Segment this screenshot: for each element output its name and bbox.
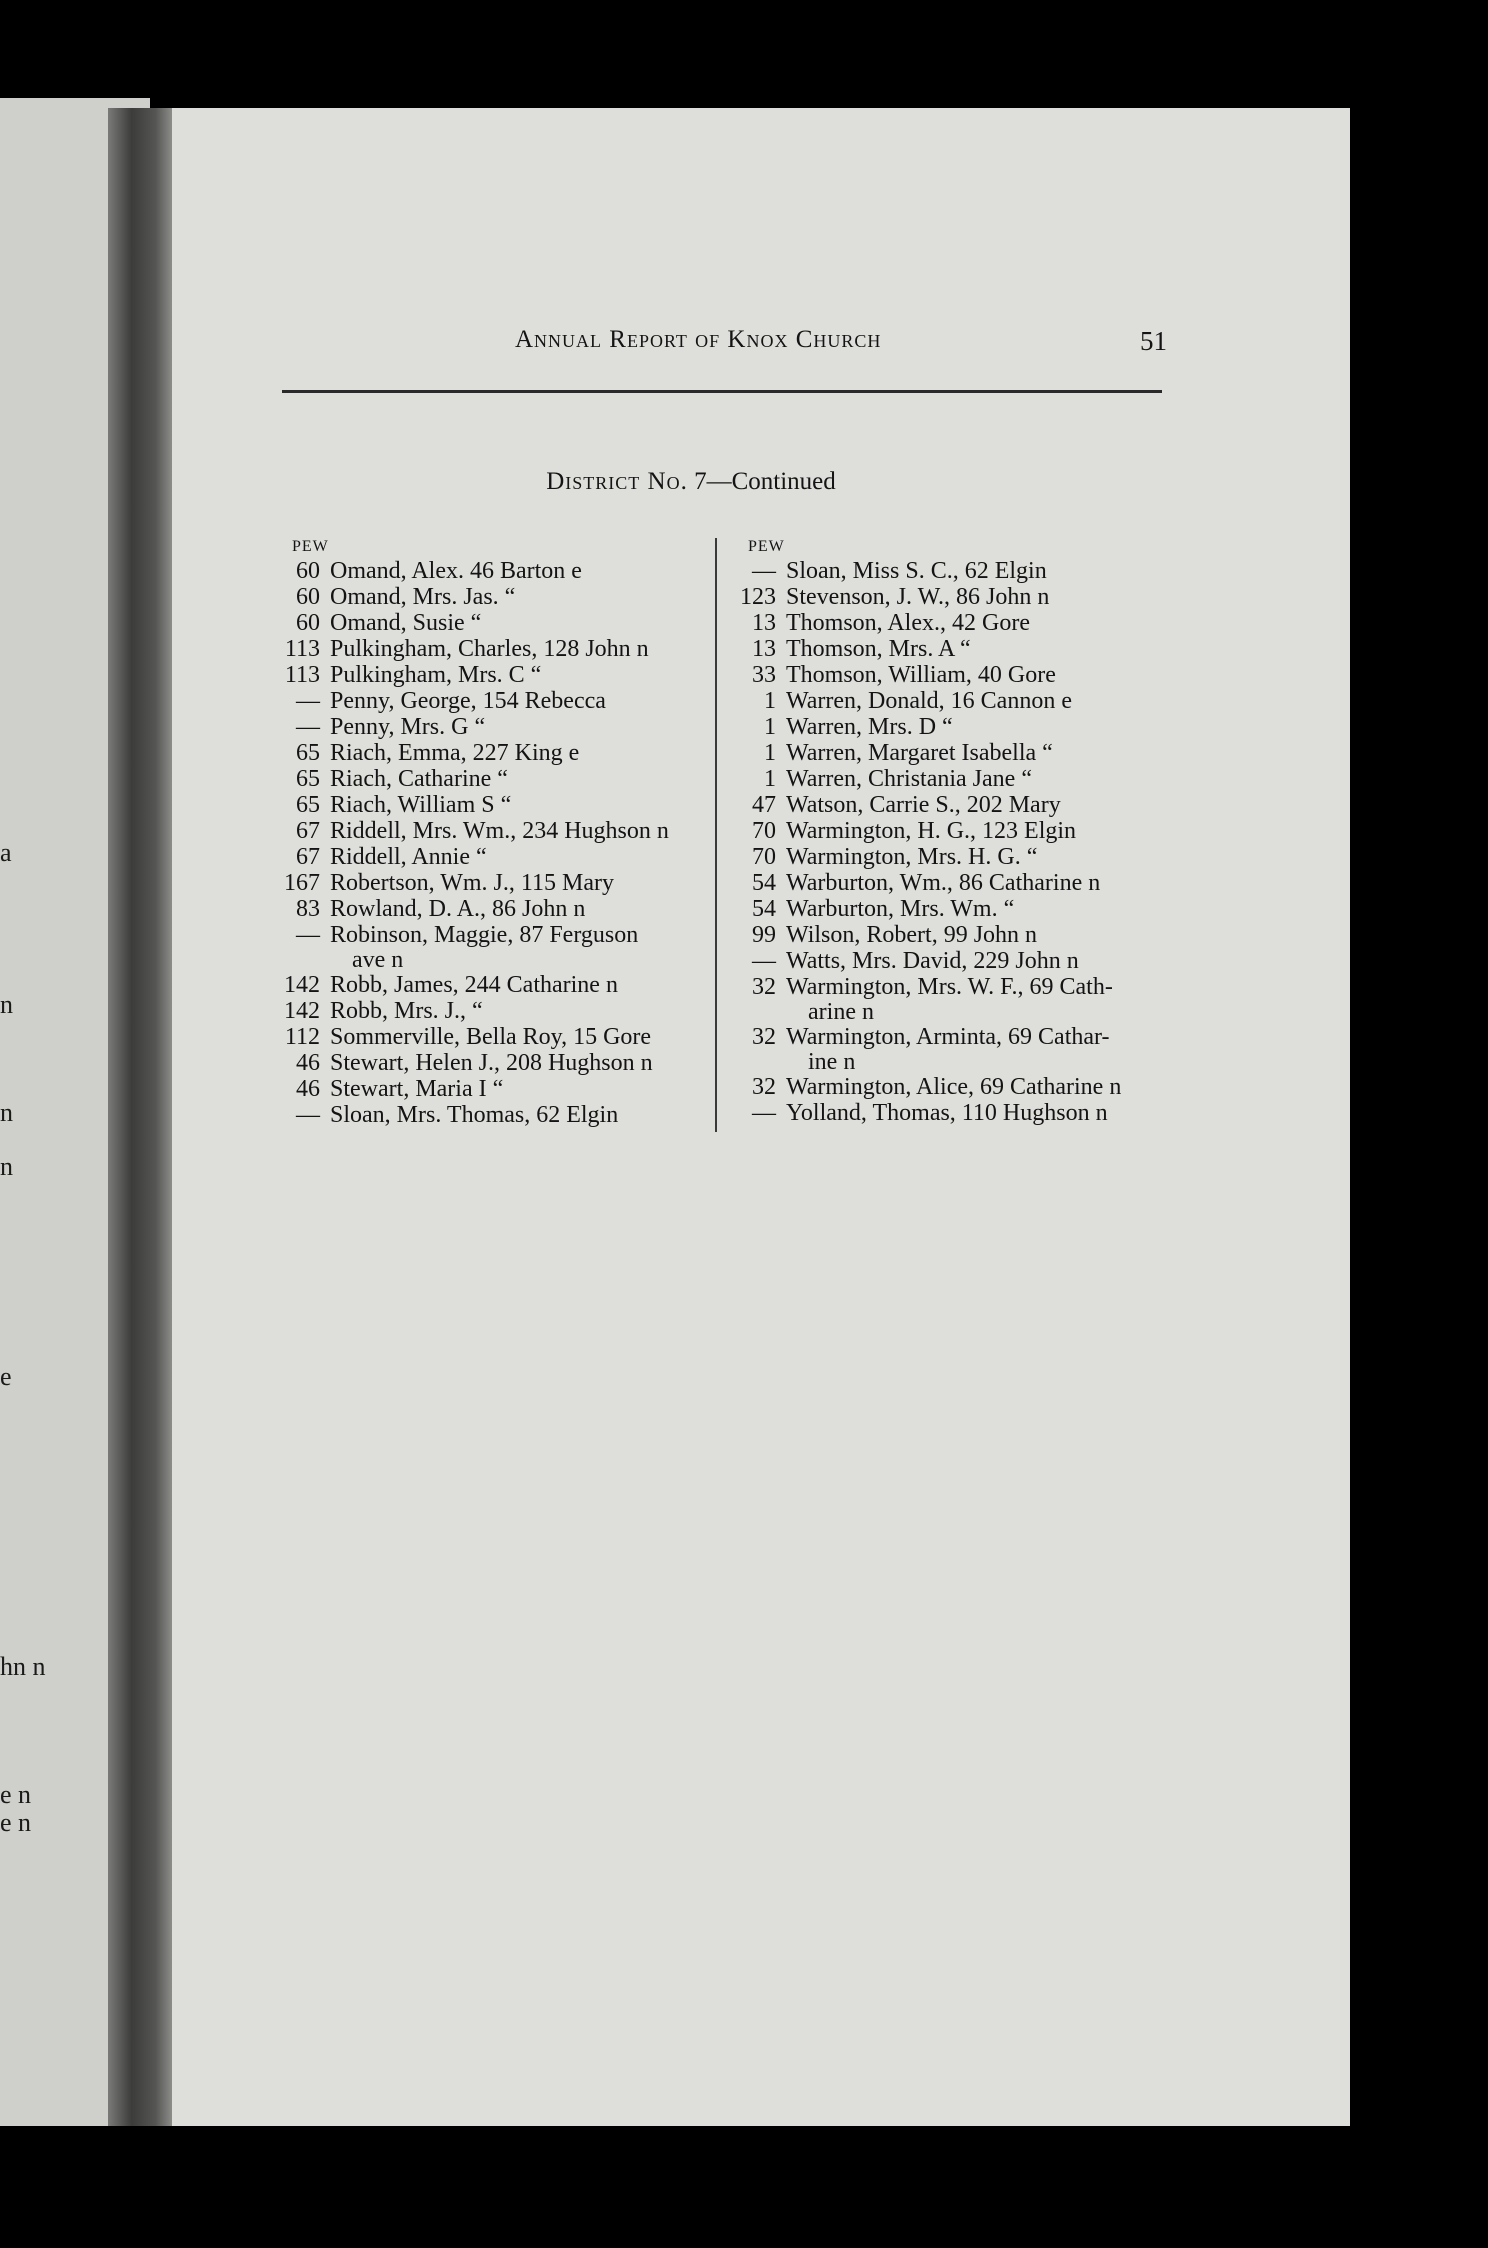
member-name-address: Riddell, Annie “ [330, 844, 487, 870]
member-entry [272, 740, 712, 766]
facing-page-fragment: hn n [0, 1652, 46, 1681]
member-name-address: Robinson, Maggie, 87 Ferguson [330, 922, 639, 948]
member-name-address: Thomson, Alex., 42 Gore [786, 610, 1030, 636]
member-name-address: Sommerville, Bella Roy, 15 Gore [330, 1024, 652, 1050]
member-name-address: Riach, Emma, 227 King e [330, 740, 580, 766]
pew-number: 65 [296, 740, 320, 766]
pew-number: 67 [296, 818, 320, 844]
member-name-address: Stevenson, J. W., 86 John n [786, 584, 1050, 610]
member-entry [728, 1024, 1168, 1050]
right-entry-list [728, 558, 1168, 1126]
member-name-address: Warburton, Mrs. Wm. “ [786, 896, 1015, 922]
section-suffix: —Continued [706, 468, 836, 495]
pew-number: 70 [752, 818, 776, 844]
pew-number: 54 [752, 896, 776, 922]
member-entry [272, 870, 712, 896]
pew-number: 1 [764, 766, 776, 792]
section-label: District No. [546, 468, 688, 495]
member-name-address: Warren, Margaret Isabella “ [786, 740, 1053, 766]
member-name-address: Riach, Catharine “ [330, 766, 508, 792]
pew-number: 65 [296, 792, 320, 818]
member-name-address: Warmington, Mrs. H. G. “ [786, 844, 1038, 870]
member-entry [272, 896, 712, 922]
facing-page-fragment: a [0, 838, 12, 867]
member-entry [272, 844, 712, 870]
member-entry [728, 1000, 1168, 1024]
member-entry [272, 610, 712, 636]
member-name-address: Penny, Mrs. G “ [330, 714, 486, 740]
member-entry [272, 1102, 712, 1128]
member-entry [272, 558, 712, 584]
facing-page-fragment: n [0, 990, 13, 1019]
member-name-address: Rowland, D. A., 86 John n [330, 896, 586, 922]
column-divider [715, 538, 717, 1132]
member-entry [728, 662, 1168, 688]
member-entry [728, 740, 1168, 766]
member-entry [728, 896, 1168, 922]
pew-number: 142 [284, 998, 320, 1024]
facing-page-fragment: e n [0, 1780, 32, 1809]
pew-number: — [752, 558, 776, 584]
member-name-address: Stewart, Maria I “ [330, 1076, 504, 1102]
member-name-address: arine n [808, 999, 874, 1025]
member-entry [728, 610, 1168, 636]
member-name-address: Warmington, Arminta, 69 Cathar- [786, 1024, 1110, 1050]
pew-number: 167 [284, 870, 320, 896]
member-entry [272, 998, 712, 1024]
page [172, 108, 1350, 2126]
member-entry [272, 766, 712, 792]
pew-number: 46 [296, 1076, 320, 1102]
member-entry [728, 584, 1168, 610]
pew-number: 60 [296, 584, 320, 610]
member-name-address: Thomson, William, 40 Gore [786, 662, 1056, 688]
pew-number: 113 [284, 636, 320, 662]
pew-number: 113 [284, 662, 320, 688]
member-entry [728, 766, 1168, 792]
member-entry [272, 1076, 712, 1102]
member-name-address: Warren, Christania Jane “ [786, 766, 1032, 792]
member-entry [272, 714, 712, 740]
member-entry [272, 584, 712, 610]
member-name-address: Riddell, Mrs. Wm., 234 Hughson n [330, 818, 669, 844]
facing-page-fragment: n [0, 1098, 13, 1127]
member-name-address: Stewart, Helen J., 208 Hughson n [330, 1050, 653, 1076]
pew-number: 112 [284, 1024, 320, 1050]
left-entry-list [272, 558, 712, 1128]
member-name-address: Riach, William S “ [330, 792, 512, 818]
member-entry [272, 688, 712, 714]
running-head-title: Annual Report of Knox Church [515, 326, 882, 353]
member-name-address: Wilson, Robert, 99 John n [786, 922, 1038, 948]
member-name-address: Sloan, Miss S. C., 62 Elgin [786, 558, 1047, 584]
member-name-address: Robb, James, 244 Catharine n [330, 972, 618, 998]
member-name-address: Warmington, Alice, 69 Catharine n [786, 1074, 1122, 1100]
member-entry [728, 844, 1168, 870]
pew-number: 70 [752, 844, 776, 870]
member-name-address: ave n [352, 947, 404, 973]
right-column-header: PEW [748, 538, 785, 555]
member-name-address: Yolland, Thomas, 110 Hughson n [786, 1100, 1108, 1126]
member-name-address: Watts, Mrs. David, 229 John n [786, 948, 1079, 974]
pew-number: — [752, 948, 776, 974]
pew-number: 1 [764, 714, 776, 740]
member-name-address: Watson, Carrie S., 202 Mary [786, 792, 1061, 818]
pew-number: 1 [764, 688, 776, 714]
member-entry [728, 714, 1168, 740]
member-entry [272, 948, 712, 972]
member-name-address: Omand, Mrs. Jas. “ [330, 584, 516, 610]
pew-number: 46 [296, 1050, 320, 1076]
facing-page-fragment: e [0, 1362, 12, 1391]
member-entry [728, 688, 1168, 714]
pew-number: 67 [296, 844, 320, 870]
pew-number: 13 [752, 610, 776, 636]
pew-number: 54 [752, 870, 776, 896]
pew-number: 123 [740, 584, 776, 610]
member-name-address: Omand, Alex. 46 Barton e [330, 558, 582, 584]
member-name-address: Thomson, Mrs. A “ [786, 636, 971, 662]
member-entry [728, 974, 1168, 1000]
member-entry [728, 922, 1168, 948]
pew-number: — [296, 688, 320, 714]
pew-number: 65 [296, 766, 320, 792]
member-name-address: Robertson, Wm. J., 115 Mary [330, 870, 614, 896]
pew-number: 32 [752, 1024, 776, 1050]
member-entry [728, 818, 1168, 844]
pew-number: 33 [752, 662, 776, 688]
member-name-address: Penny, George, 154 Rebecca [330, 688, 606, 714]
member-name-address: Pulkingham, Mrs. C “ [330, 662, 542, 688]
member-entry [728, 1100, 1168, 1126]
member-entry [728, 870, 1168, 896]
pew-number: — [752, 1100, 776, 1126]
member-entry [728, 792, 1168, 818]
header-rule [282, 390, 1162, 393]
member-entry [272, 792, 712, 818]
member-name-address: ine n [808, 1049, 856, 1075]
member-entry [728, 636, 1168, 662]
pew-number: 47 [752, 792, 776, 818]
member-name-address: Omand, Susie “ [330, 610, 482, 636]
section-number: 7 [694, 468, 707, 495]
member-entry [272, 818, 712, 844]
facing-page-fragment: e n [0, 1808, 32, 1837]
member-name-address: Warmington, Mrs. W. F., 69 Cath- [786, 974, 1113, 1000]
member-entry [272, 972, 712, 998]
pew-number: 60 [296, 610, 320, 636]
pew-number: — [296, 922, 320, 948]
left-column-header: PEW [292, 538, 329, 555]
pew-number: 32 [752, 974, 776, 1000]
member-entry [728, 948, 1168, 974]
left-column [272, 536, 712, 1128]
pew-number: — [296, 1102, 320, 1128]
book-gutter [108, 108, 176, 2126]
member-name-address: Pulkingham, Charles, 128 John n [330, 636, 649, 662]
member-name-address: Warmington, H. G., 123 Elgin [786, 818, 1077, 844]
facing-page-fragment: n [0, 1152, 13, 1181]
member-name-address: Robb, Mrs. J., “ [330, 998, 483, 1024]
member-entry [728, 558, 1168, 584]
page-number: 51 [1140, 326, 1167, 356]
member-entry [728, 1050, 1168, 1074]
pew-number: 142 [284, 972, 320, 998]
pew-number: 13 [752, 636, 776, 662]
right-column [728, 536, 1168, 1126]
member-name-address: Sloan, Mrs. Thomas, 62 Elgin [330, 1102, 619, 1128]
pew-number: 1 [764, 740, 776, 766]
member-entry [272, 636, 712, 662]
running-head [340, 326, 1167, 366]
member-name-address: Warren, Mrs. D “ [786, 714, 953, 740]
pew-number: 83 [296, 896, 320, 922]
member-entry [272, 1050, 712, 1076]
pew-number: — [296, 714, 320, 740]
member-entry [272, 1024, 712, 1050]
pew-number: 99 [752, 922, 776, 948]
member-name-address: Warburton, Wm., 86 Catharine n [786, 870, 1101, 896]
pew-number: 60 [296, 558, 320, 584]
section-heading [102, 468, 1280, 496]
member-entry [272, 662, 712, 688]
member-name-address: Warren, Donald, 16 Cannon e [786, 688, 1072, 714]
member-entry [272, 922, 712, 948]
pew-number: 32 [752, 1074, 776, 1100]
member-entry [728, 1074, 1168, 1100]
